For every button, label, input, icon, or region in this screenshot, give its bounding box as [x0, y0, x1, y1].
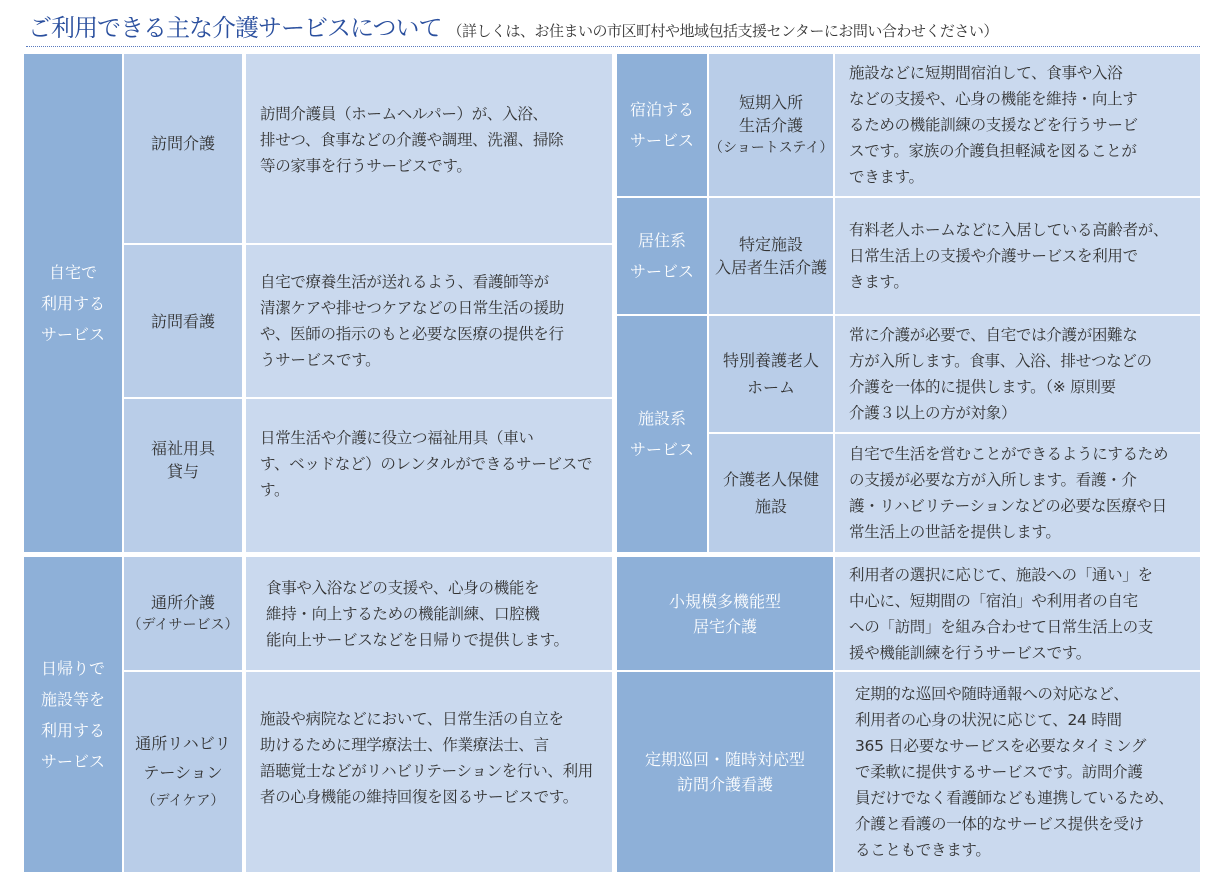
- desc-special-nursing-home: 常に介護が必要で、自宅では介護が困難な 方が入所します。食事、入浴、排せつなどの 介護を一体的に提供します。（※ 原則要 介護３以上の方が対象）: [835, 316, 1200, 432]
- desc-day-care: 食事や入浴などの支援や、心身の機能を 維持・向上するための機能訓練、口腔機 能向上サービスなどを日帰りで提供します。: [246, 557, 612, 670]
- desc-specified-facility: 有料老人ホームなどに入居している高齢者が、 日常生活上の支援や介護サービスを利用で きます。: [835, 198, 1200, 314]
- service-home-visit-care: 訪問介護: [124, 54, 242, 243]
- desc-home-visit-care: 訪問介護員（ホームヘルパー）が、入浴、 排せつ、食事などの介護や調理、洗濯、掃除 等の家事を行うサービスです。: [246, 54, 612, 243]
- category-stay-services: 宿泊する サービス: [617, 54, 707, 196]
- service-special-nursing-home: 特別養護老人 ホーム: [709, 316, 833, 432]
- service-welfare-equipment: 福祉用具 貸与: [124, 399, 242, 552]
- category-day-services: 日帰りで 施設等を 利用する サービス: [24, 557, 122, 872]
- service-periodic-visit: 定期巡回・随時対応型 訪問介護看護: [617, 672, 833, 872]
- desc-short-stay: 施設などに短期間宿泊して、食事や入浴 などの支援や、心身の機能を維持・向上す るための機能訓練の支援などを行うサービ スです。家族の介護負担軽減を図ることが できます。: [835, 54, 1200, 196]
- page-title: ご利用できる主な介護サービスについて: [28, 14, 442, 42]
- service-small-multifunctional: 小規模多機能型 居宅介護: [617, 557, 833, 670]
- desc-day-rehab: 施設や病院などにおいて、日常生活の自立を 助けるために理学療法士、作業療法士、言 語聴覚士などがリハビリテーションを行い、利用 者の心身機能の維持回復を図るサービスです。: [246, 672, 612, 872]
- desc-small-multifunctional: 利用者の選択に応じて、施設への「通い」を 中心に、短期間の「宿泊」や利用者の自宅 への「訪問」を組み合わせて日常生活上の支 援や機能訓練を行うサービスです。: [835, 557, 1200, 670]
- desc-periodic-visit: 定期的な巡回や随時通報への対応など、 利用者の心身の状況に応じて、24 時間 365 日必要なサービスを必要なタイミング で柔軟に提供するサービスです。訪問介護 員だけでなく看護師なども連携しているため、 介護と看護の一体的なサービス提供を受け ることもできます。: [835, 672, 1200, 872]
- desc-welfare-equipment: 日常生活や介護に役立つ福祉用具（車い す、ベッドなど）のレンタルができるサービスで す。: [246, 399, 612, 552]
- title-divider: [26, 46, 1200, 47]
- desc-home-nursing: 自宅で療養生活が送れるよう、看護師等が 清潔ケアや排せつケアなどの日常生活の援助 や、医師の指示のもと必要な医療の提供を行 うサービスです。: [246, 245, 612, 397]
- page-subtitle: （詳しくは、お住まいの市区町村や地域包括支援センターにお問い合わせください）: [447, 22, 998, 40]
- service-day-care: 通所介護 （デイサービス）: [124, 557, 242, 670]
- category-facility-services: 施設系 サービス: [617, 316, 707, 552]
- service-specified-facility: 特定施設 入居者生活介護: [709, 198, 833, 314]
- service-day-rehab: 通所リハビリ テーション （デイケア）: [124, 672, 242, 872]
- service-short-stay: 短期入所 生活介護 （ショートステイ）: [709, 54, 833, 196]
- desc-health-facility: 自宅で生活を営むことができるようにするため の支援が必要な方が入所します。看護・介 護・リハビリテーションなどの必要な医療や日 常生活上の世話を提供します。: [835, 434, 1200, 552]
- service-health-facility: 介護老人保健 施設: [709, 434, 833, 552]
- category-home-services: 自宅で 利用する サービス: [24, 54, 122, 552]
- category-residence-services: 居住系 サービス: [617, 198, 707, 314]
- service-home-nursing: 訪問看護: [124, 245, 242, 397]
- page-title-area: [28, 8, 998, 44]
